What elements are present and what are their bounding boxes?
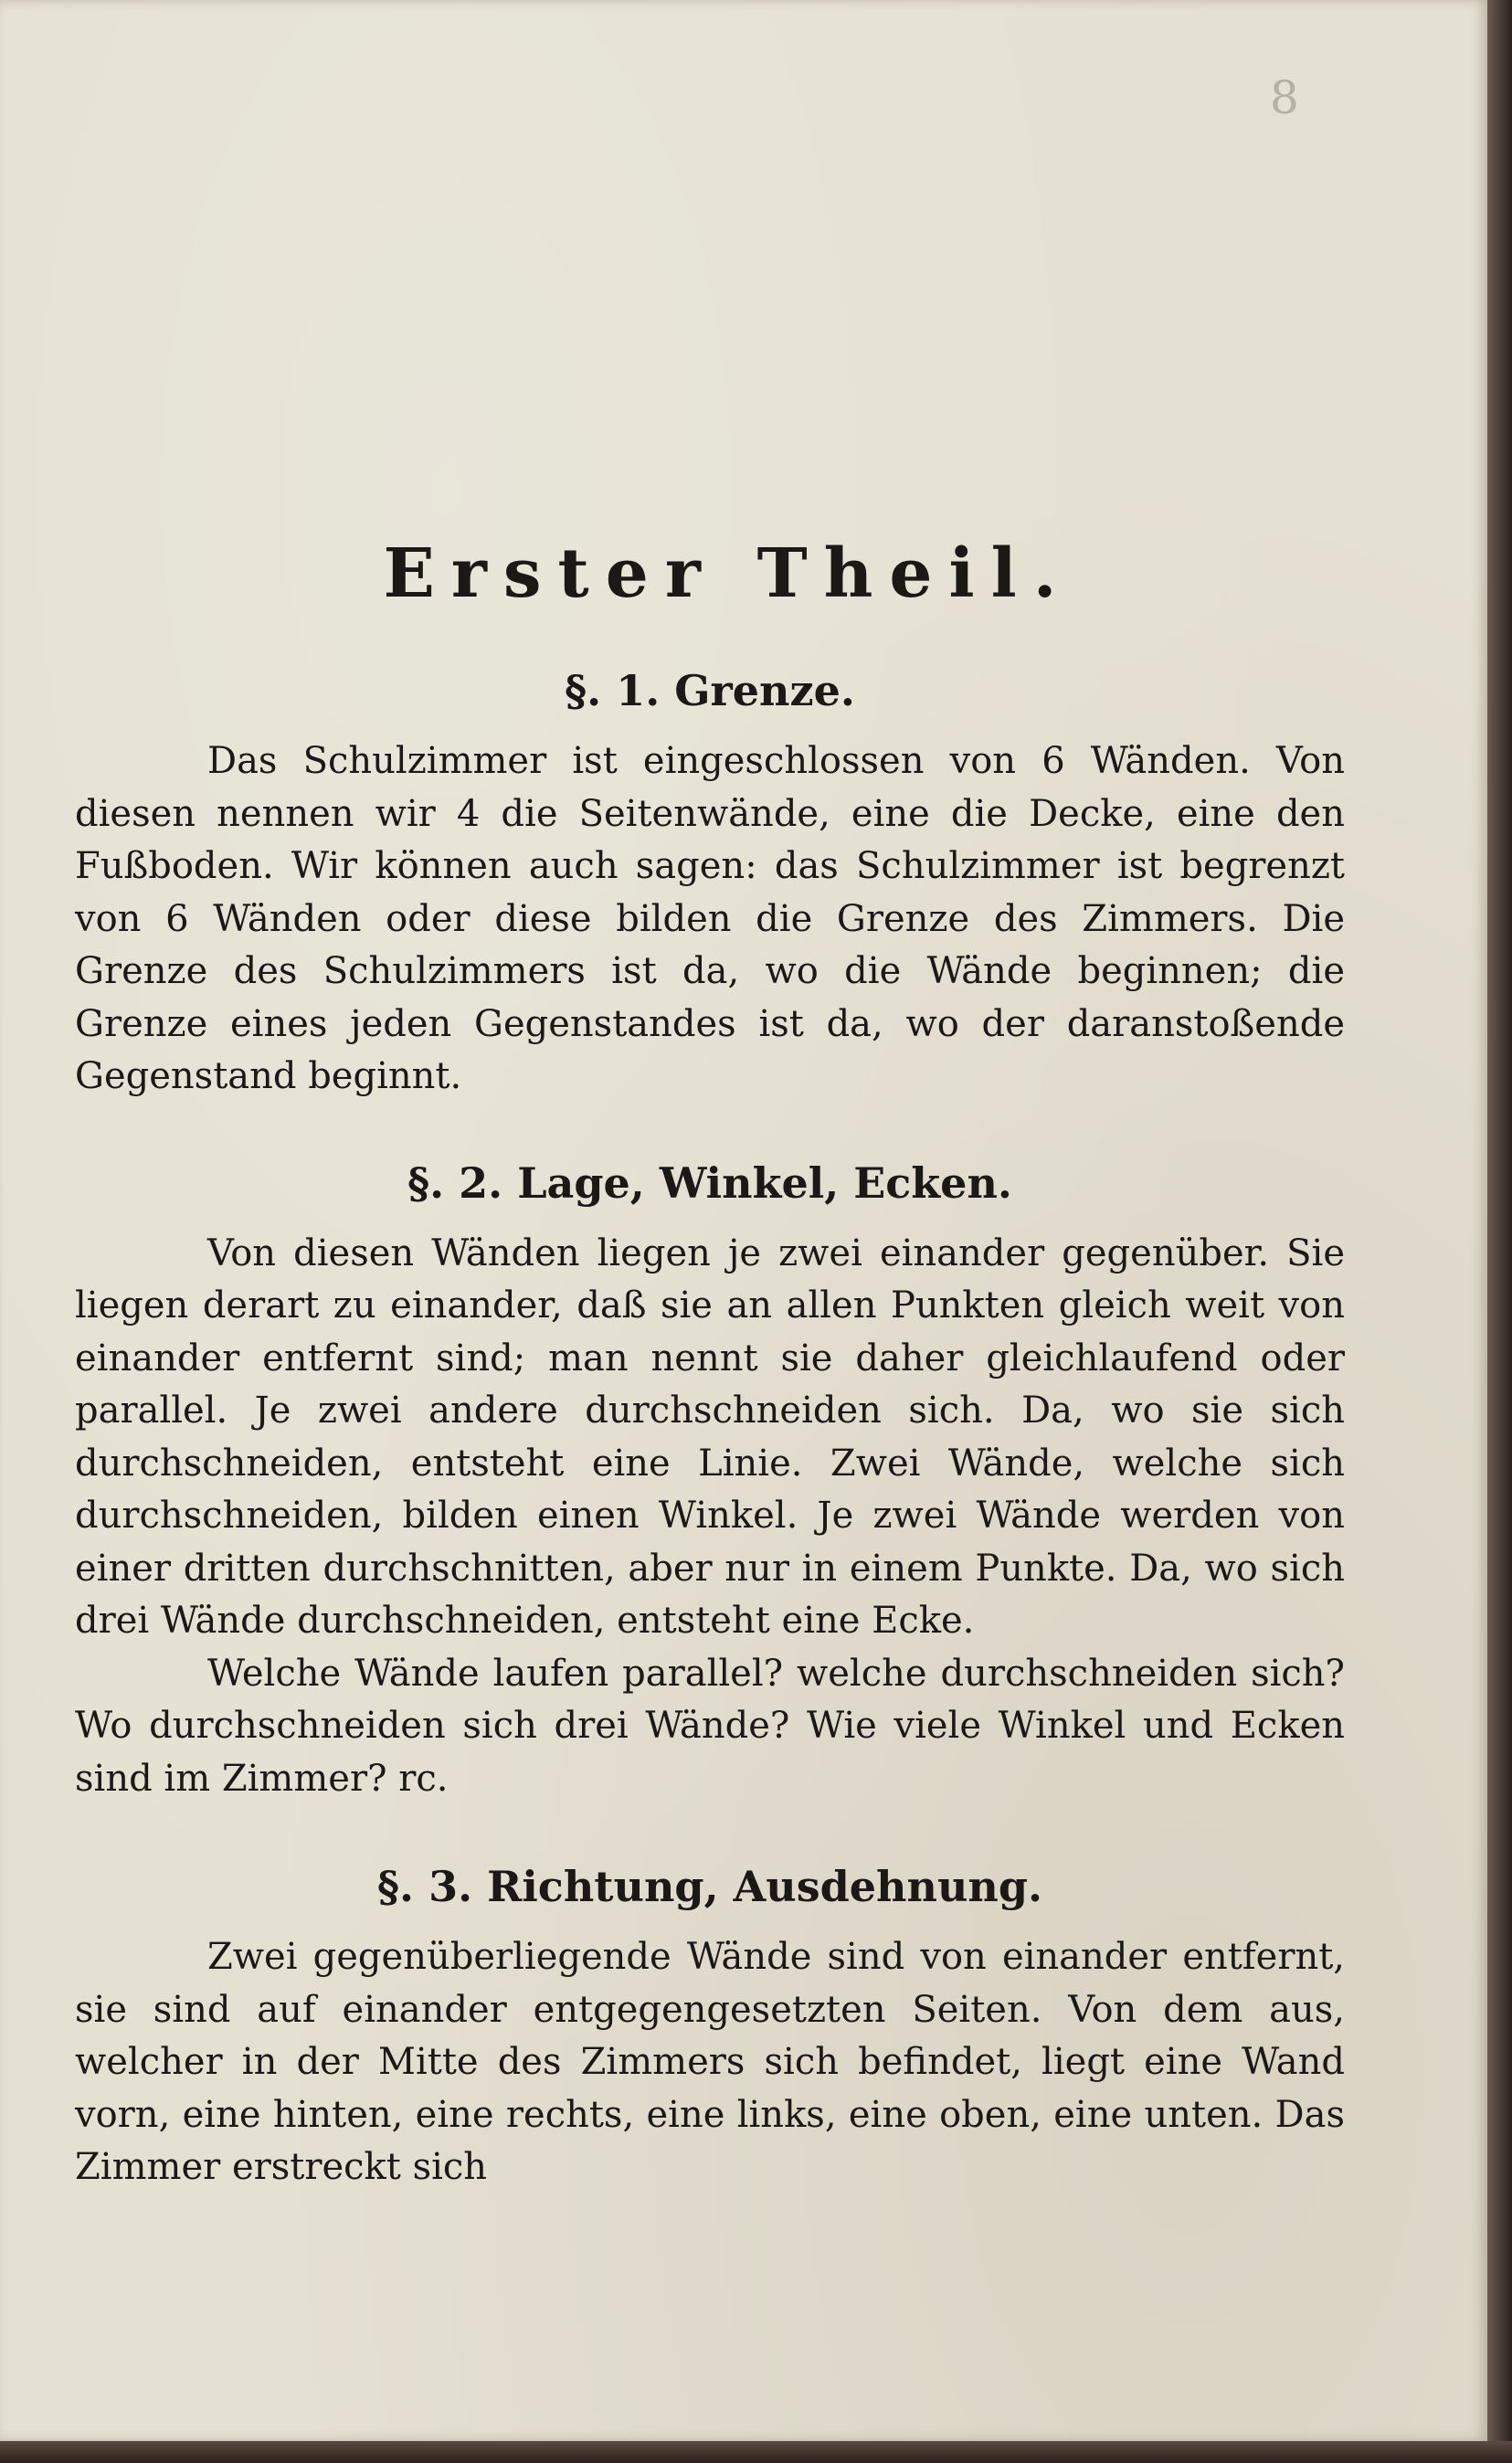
section-1 bbox=[75, 666, 1345, 1104]
section-3 bbox=[75, 1862, 1345, 2194]
section-2 bbox=[75, 1158, 1345, 1806]
book-edge-right bbox=[1487, 0, 1512, 2463]
page-number: 8 bbox=[1270, 71, 1299, 124]
section-heading: §. 2. Lage, Winkel, Ecken. bbox=[407, 1158, 1012, 1208]
paragraph: Das Schulzimmer ist eingeschlossen von 6 Wänden. Von diesen nennen wir 4 die Seitenwände, eine die Decke, eine den Fußboden. Wir können auch sagen: das Schulzimmer ist begrenzt von 6 Wänden oder diese bilden die Grenze des Zimmers. Die Grenze des Schulzimmers ist da, wo die Wände beginnen; die Grenze eines jeden Gegenstandes ist da, wo der daranstoßende Gegenstand beginnt. bbox=[75, 740, 1345, 1097]
section-heading: §. 1. Grenze. bbox=[565, 666, 855, 715]
page-content bbox=[75, 534, 1345, 2194]
paragraph: Welche Wände laufen parallel? welche durchschneiden sich? Wo durchschneiden sich drei Wände? Wie viele Winkel und Ecken sind im Zimmer? rc. bbox=[75, 1652, 1345, 1800]
paragraph: Von diesen Wänden liegen je zwei einander gegenüber. Sie liegen derart zu einander, daß sie an allen Punkten gleich weit von einander entfernt sind; man nennt sie daher gleichlaufend oder parallel. Je zwei andere durchschneiden sich. Da, wo sie sich durchschneiden, entsteht eine Linie. Zwei Wände, welche sich durchschneiden, bilden einen Winkel. Je zwei Wände werden von einer dritten durchschnitten, aber nur in einem Punkte. Da, wo sich drei Wände durchschneiden, entsteht eine Ecke. bbox=[75, 1232, 1345, 1642]
section-heading: §. 3. Richtung, Ausdehnung. bbox=[376, 1862, 1043, 1911]
part-title: Erster Theil. bbox=[383, 534, 1073, 613]
paragraph: Zwei gegenüberliegende Wände sind von einander entfernt, sie sind auf einander entgegengesetzten Seiten. Von dem aus, welcher in der Mitte des Zimmers sich befindet, liegt eine Wand vorn, eine hinten, eine rechts, eine links, eine oben, eine unten. Das Zimmer erstreckt sich bbox=[75, 1936, 1345, 2188]
book-edge-bottom bbox=[0, 2441, 1512, 2463]
